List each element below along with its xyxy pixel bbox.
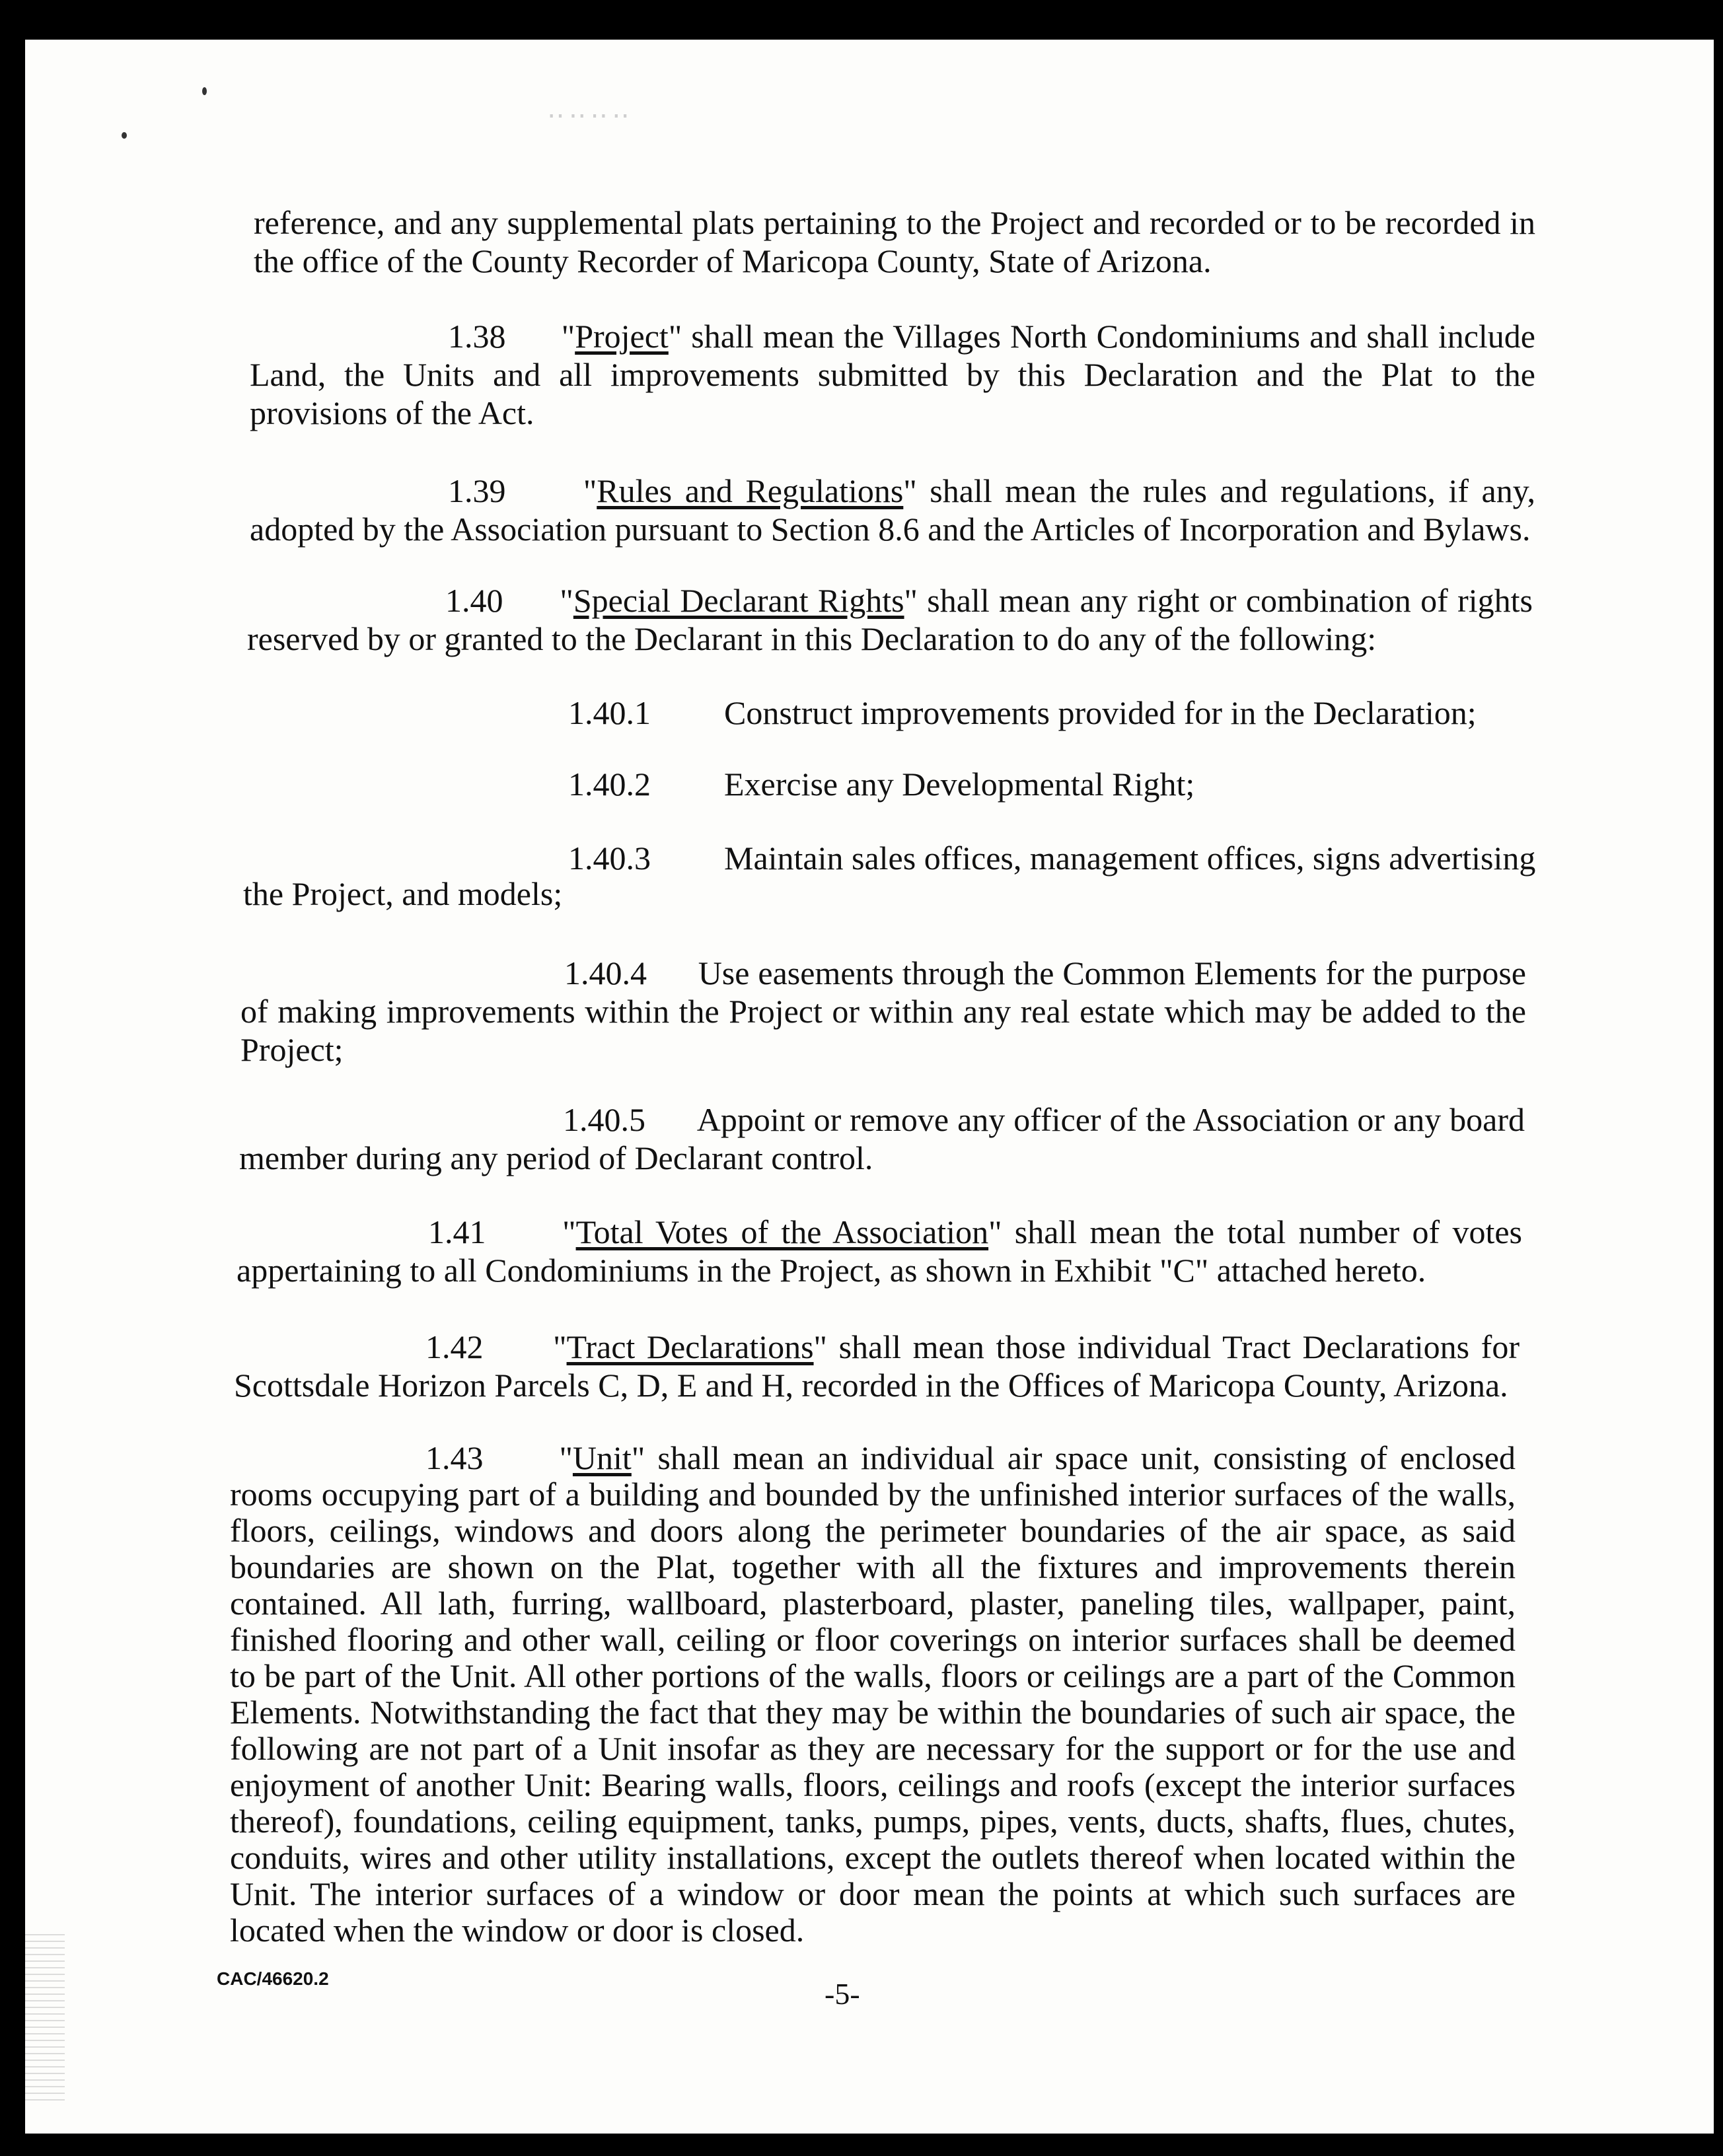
document-code: CAC/46620.2	[217, 1968, 329, 1989]
scan-edge-noise	[25, 1929, 65, 2101]
section-1-41: 1.41 "Total Votes of the Association" shall mean the total number of votes appertaining to all Condominiums in the Project, as shown in Exhibit "C" attached hereto.	[237, 1213, 1523, 1289]
subsection-text: Appoint or remove any officer of the Association or any board member during any period of Declarant control.	[239, 1101, 1525, 1176]
section-number: 1.39	[448, 472, 506, 509]
section-number: 1.38	[448, 318, 506, 355]
subsection-number: 1.40.4	[564, 954, 647, 991]
section-1-43: 1.43 "Unit" shall mean an individual air space unit, consisting of enclosed rooms occupying part of a building and bounded by the unfinished interior surfaces of the walls, floors, ceilings, windows and doors along the perimeter boundaries of the air space, as said boundaries are shown on the Plat, together with all the fixtures and improvements therein contained. All lath, furring, wallboard, plasterboard, plaster, paneling tiles, wallpaper, paint, finished flooring and other wall, ceiling or floor coverings on interior surfaces shall be deemed to be part of the Unit. All other portions of the walls, floors or ceilings are a part of the Common Elements. Notwithstanding the fact that they may be within the boundaries of such air space, the following are not part of a Unit insofar as they are necessary for the support or for the use and enjoyment of another Unit: Bearing walls, floors, ceilings and roofs (except the interior surfaces thereof), foundations, ceiling equipment, tanks, pumps, pipes, vents, ducts, shafts, flues, chutes, conduits, wires and other utility installations, except the outlets thereof when located within the Unit. The interior surfaces of a window or door mean the points at which such surfaces are located when the window or door is closed.	[230, 1439, 1516, 1949]
subsection-continuation: the Project, and models;	[243, 875, 563, 912]
defined-term: Rules and Regulations	[597, 472, 904, 509]
section-text: " shall mean the rules and regulations, if any, adopted by the Association pursuant to Section 8.6 and the Articles of Incorporation and Bylaws.	[250, 472, 1535, 548]
section-1-42: 1.42 "Tract Declarations" shall mean those individual Tract Declarations for Scottsdale Horizon Parcels C, D, E and H, recorded in the Offices of Maricopa County, Arizona.	[234, 1328, 1520, 1404]
section-number: 1.42	[425, 1328, 484, 1365]
defined-term: Total Votes of the Association	[575, 1213, 989, 1250]
subsection-text: Construct improvements provided for in the Declaration;	[724, 694, 1477, 731]
section-number: 1.43	[425, 1439, 484, 1476]
defined-term: Project	[575, 318, 669, 355]
section-1-38: 1.38 "Project" shall mean the Villages North Condominiums and shall include Land, the Units and all improvements submitted by this Declaration and the Plat to the provisions of the Act.	[250, 318, 1535, 431]
subsection-number: 1.40.2	[568, 766, 651, 803]
section-number: 1.40	[445, 582, 503, 619]
subsection-1-40-4	[240, 954, 1526, 1069]
section-text: " shall mean the Villages North Condominiums and shall include Land, the Units and all improvements submitted by this Declaration and the Plat to the provisions of the Act.	[250, 318, 1535, 431]
section-text: " shall mean those individual Tract Declarations for Scottsdale Horizon Parcels C, D, E and H, recorded in the Offices of Maricopa County, Arizona.	[234, 1328, 1520, 1404]
defined-term: Special Declarant Rights	[573, 582, 904, 619]
scan-speck	[202, 87, 207, 95]
subsection-text: Use easements through the Common Elements for the purpose of making improvements within the Project or within any real estate which may be added to the Project;	[240, 954, 1526, 1068]
defined-term: Tract Declarations	[566, 1328, 814, 1365]
section-text: " shall mean any right or combination of rights reserved by or granted to the Declarant in this Declaration to do any of the following:	[247, 582, 1533, 657]
subsection-1-40-3-continuation	[243, 875, 562, 913]
faint-header-stamp: ‥‥‥‥	[547, 94, 634, 124]
subsection-number: 1.40.3	[568, 840, 651, 877]
page-number: -5-	[825, 1977, 860, 2011]
section-text: " shall mean the total number of votes appertaining to all Condominiums in the Project, as shown in Exhibit "C" attached hereto.	[237, 1213, 1523, 1289]
subsection-number: 1.40.1	[568, 694, 651, 731]
section-1-39: 1.39 "Rules and Regulations" shall mean the rules and regulations, if any, adopted by the Association pursuant to Section 8.6 and the Articles of Incorporation and Bylaws.	[250, 472, 1535, 548]
section-number: 1.41	[428, 1213, 486, 1250]
scan-speck	[122, 132, 127, 139]
defined-term: Unit	[572, 1439, 632, 1476]
subsection-text: Maintain sales offices, management offices, signs advertising	[724, 840, 1536, 877]
subsection-text: Exercise any Developmental Right;	[724, 766, 1195, 803]
intro-paragraph: reference, and any supplemental plats pertaining to the Project and recorded or to be recorded in the office of the County Recorder of Maricopa County, State of Arizona.	[254, 204, 1535, 279]
subsection-1-40-5	[239, 1100, 1525, 1177]
subsection-number: 1.40.5	[563, 1101, 645, 1138]
document-page	[25, 40, 1714, 2134]
section-1-40: 1.40 "Special Declarant Rights" shall mean any right or combination of rights reserved by or granted to the Declarant in this Declaration to do any of the following:	[247, 582, 1533, 657]
section-text: " shall mean an individual air space unit, consisting of enclosed rooms occupying part of a building and bounded by the unfinished interior surfaces of the walls, floors, ceilings, windows and doors along the perimeter boundaries of the air space, as said boundaries are shown on the Plat, together with all the fixtures and improvements therein contained. All lath, furring, wallboard, plasterboard, plaster, paneling tiles, wallpaper, paint, finished flooring and other wall, ceiling or floor coverings on interior surfaces shall be deemed to be part of the Unit. All other portions of the walls, floors or ceilings are a part of the Common Elements. Notwithstanding the fact that they may be within the boundaries of such air space, the following are not part of a Unit insofar as they are necessary for the support or for the use and enjoyment of another Unit: Bearing walls, floors, ceilings and roofs (except the interior surfaces thereof), foundations, ceiling equipment, tanks, pumps, pipes, vents, ducts, shafts, flues, chutes, conduits, wires and other utility installations, except the outlets thereof when located within the Unit. The interior surfaces of a window or door mean the points at which such surfaces are located when the window or door is closed.	[230, 1439, 1516, 1949]
